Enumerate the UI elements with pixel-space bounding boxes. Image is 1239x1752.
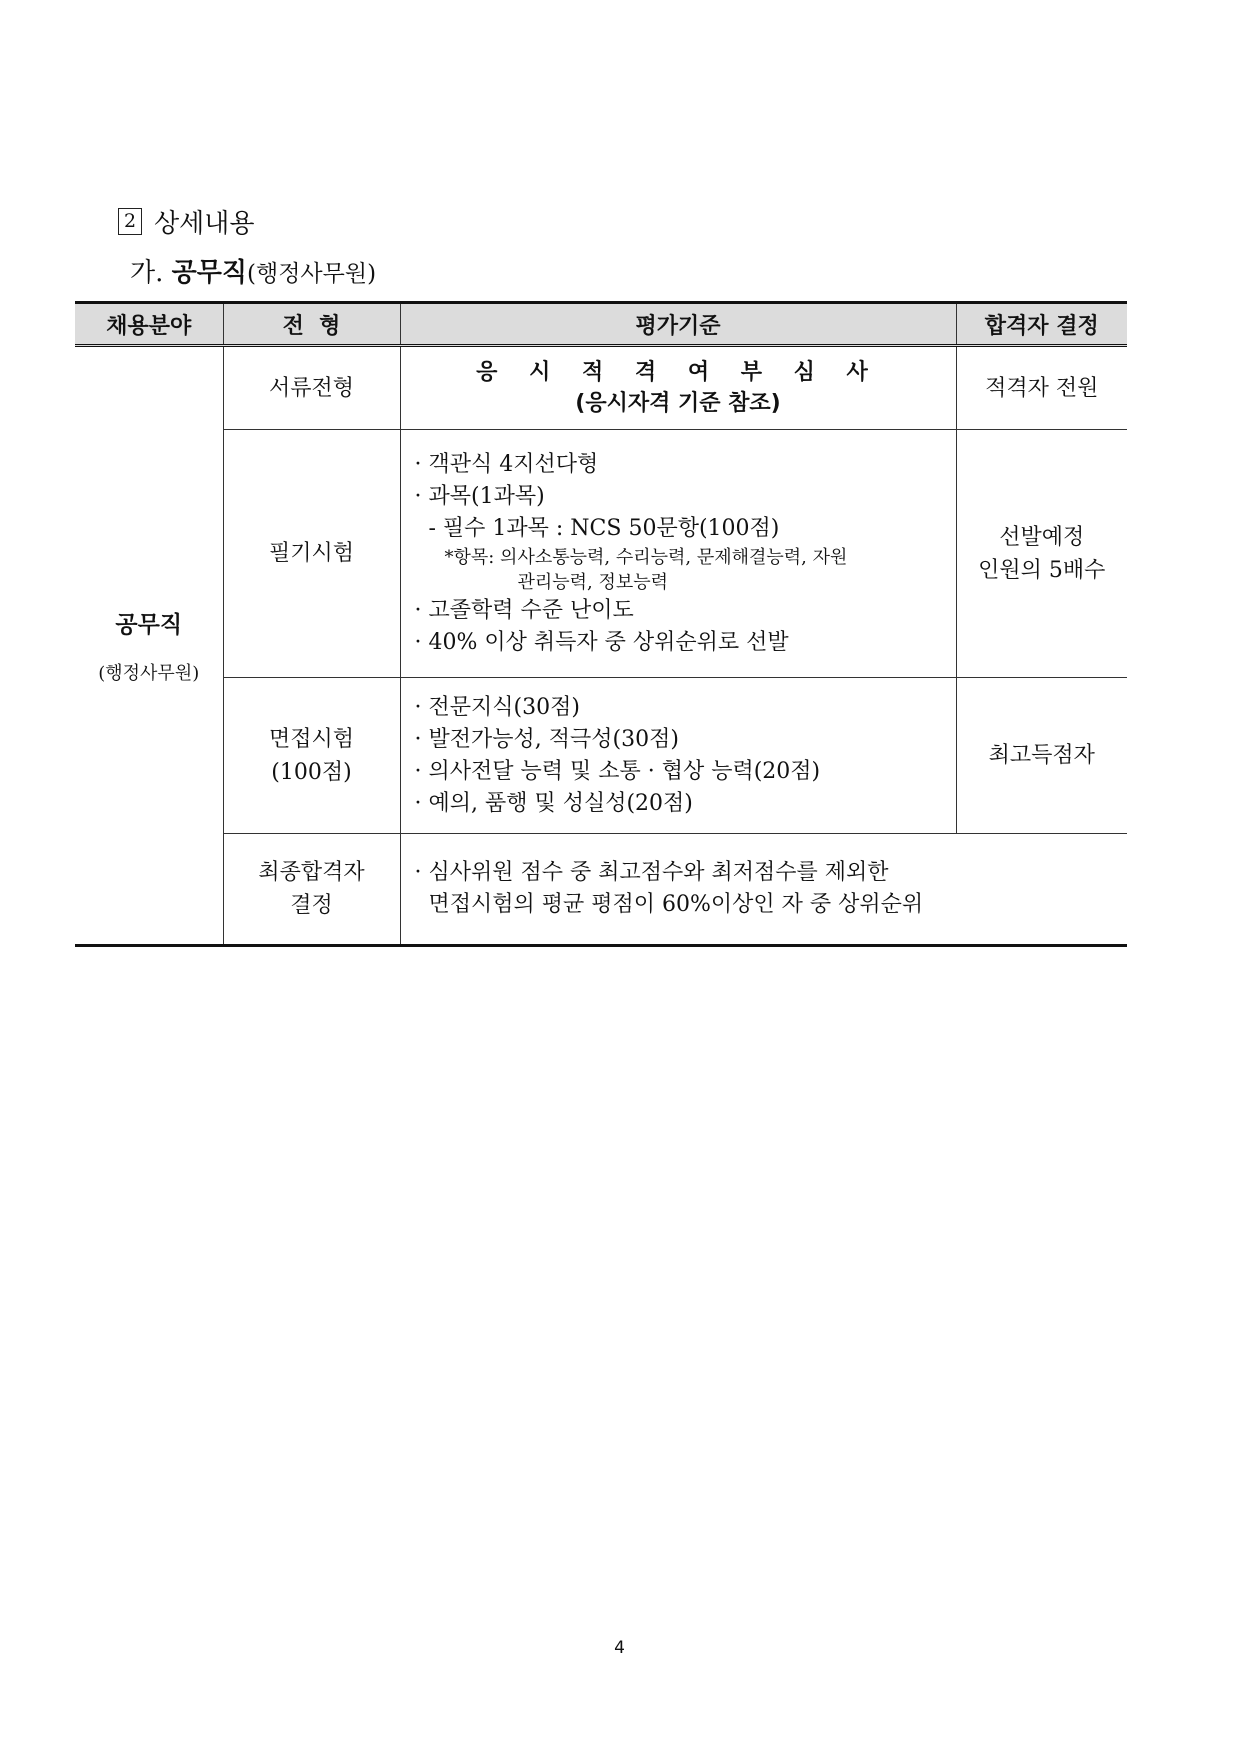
stage-label: (100점): [271, 759, 352, 785]
result-document: [956, 346, 1127, 430]
stage-label: 필기시험: [268, 541, 354, 566]
subsection-note: (행정사무원): [247, 261, 377, 287]
table-header-row: [75, 303, 1127, 346]
criteria-document: [400, 346, 956, 430]
table-row-written: [75, 430, 1127, 678]
table-row-document: [75, 346, 1127, 430]
criteria-written: [400, 430, 956, 678]
stage-written: [223, 430, 400, 678]
criteria-interview: [400, 678, 956, 834]
recruitment-table: [75, 301, 1127, 947]
criteria-bold-line: 응 시 적 격 여 부 심 사: [476, 360, 880, 385]
subsection-heading: [130, 252, 376, 289]
header-stage: 전 형: [223, 303, 400, 346]
stage-document: [223, 346, 400, 430]
criteria-item: · 의사전달 능력 및 소통 · 협상 능력(20점): [414, 758, 821, 784]
criteria-item: · 고졸학력 수준 난이도: [414, 597, 634, 623]
result-interview: [956, 678, 1127, 834]
result-label: 최고득점자: [988, 743, 1095, 768]
table-row-interview: [75, 678, 1127, 834]
criteria-note-cont: 관리능력, 정보능력: [517, 571, 669, 593]
section-heading: [118, 203, 254, 240]
stage-final: [223, 834, 400, 946]
result-label: 적격자 전원: [985, 375, 1099, 401]
criteria-item: 면접시험의 평균 평점이 60%이상인 자 중 상위순위: [414, 892, 924, 917]
criteria-item: · 객관식 4지선다형: [414, 451, 599, 477]
criteria-item: · 전문지식(30점): [414, 694, 580, 720]
stage-label: 최종합격자: [258, 860, 365, 885]
criteria-item: · 과목(1과목): [414, 483, 545, 509]
stage-label: 서류전형: [268, 375, 354, 401]
criteria-item: · 발전가능성, 적극성(30점): [414, 726, 679, 752]
table-row-final: [75, 834, 1127, 946]
stage-interview: [223, 678, 400, 834]
field-sub: (행정사무원): [98, 663, 200, 684]
criteria-item: · 심사위원 점수 중 최고점수와 최저점수를 제외한: [414, 860, 889, 885]
section-number: 2: [118, 208, 142, 235]
section-title: 상세내용: [154, 209, 255, 239]
header-result: 합격자 결정: [956, 303, 1127, 346]
result-written: [956, 430, 1127, 678]
criteria-note: *항목: 의사소통능력, 수리능력, 문제해결능력, 자원: [444, 546, 848, 568]
subsection-prefix: 가.: [130, 258, 164, 288]
stage-label: 면접시험: [268, 726, 354, 752]
criteria-item: - 필수 1과목 : NCS 50문항(100점): [414, 515, 780, 541]
criteria-final: [400, 834, 1127, 946]
result-label: 선발예정: [999, 524, 1085, 550]
header-criteria: 평가기준: [400, 303, 956, 346]
stage-label: 결정: [290, 893, 333, 918]
field-name: 공무직: [115, 612, 183, 638]
criteria-bold-line: (응시자격 기준 참조): [575, 391, 781, 416]
field-cell: [75, 346, 223, 946]
subsection-title: 공무직: [171, 258, 248, 288]
criteria-item: · 예의, 품행 및 성실성(20점): [414, 790, 693, 816]
header-field: 채용분야: [75, 303, 223, 346]
criteria-item: · 40% 이상 취득자 중 상위순위로 선발: [414, 629, 789, 655]
page-number: 4: [614, 1638, 625, 1658]
result-label: 인원의 5배수: [978, 557, 1106, 583]
